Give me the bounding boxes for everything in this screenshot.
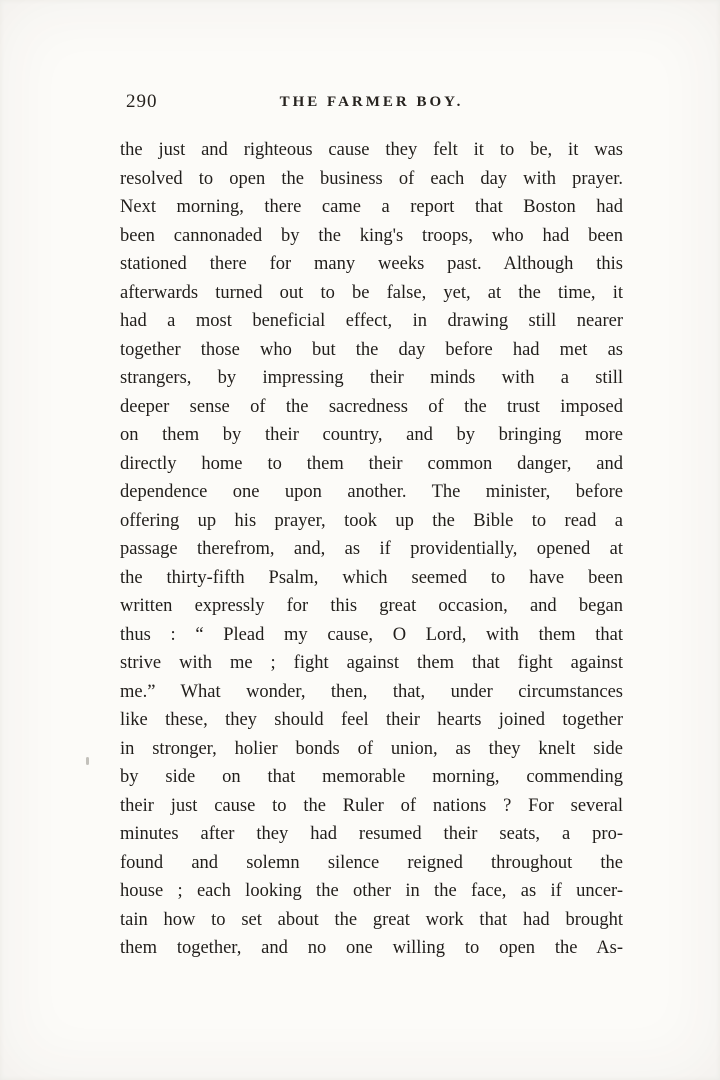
text-line: strive with me ; fight against them that fight against	[120, 653, 623, 673]
text-line: house ; each looking the other in the face, as if uncer-	[120, 881, 623, 901]
text-line: them together, and no one willing to open the As-	[120, 938, 623, 958]
text-line: their just cause to the Ruler of nations ? For several	[120, 795, 623, 816]
text-line: afterwards turned out to be false, yet, at the time, it	[120, 282, 623, 303]
text-line: offering up his prayer, took up the Bible to read a	[120, 510, 623, 531]
text-line: thus : “ Plead my cause, O Lord, with them that	[120, 624, 623, 645]
scan-artifact	[86, 757, 89, 765]
text-line: directly home to them their common danger, and	[120, 453, 623, 474]
text-line: Next morning, there came a report that Boston had	[120, 197, 623, 217]
text-line: stationed there for many weeks past. Although this	[120, 254, 623, 274]
page-text	[120, 136, 623, 963]
text-line: strangers, by impressing their minds with a still	[120, 368, 623, 388]
text-line: together those who but the day before had met as	[120, 339, 623, 360]
text-line: been cannonaded by the king's troops, who had been	[120, 225, 623, 246]
text-line: in stronger, holier bonds of union, as they knelt side	[120, 738, 623, 759]
text-line: found and solemn silence reigned throughout the	[120, 852, 623, 873]
running-title: THE FARMER BOY.	[279, 94, 464, 110]
text-line: minutes after they had resumed their seats, a pro-	[120, 824, 623, 844]
text-line: like these, they should feel their hearts joined together	[120, 710, 623, 730]
text-line: resolved to open the business of each day with prayer.	[120, 168, 623, 189]
text-line: passage therefrom, and, as if providentially, opened at	[120, 539, 623, 559]
text-line: had a most beneficial effect, in drawing still nearer	[120, 311, 623, 331]
text-line: me.” What wonder, then, that, under circumstances	[120, 681, 623, 702]
text-line: dependence one upon another. The minister, before	[120, 482, 623, 502]
text-line: the just and righteous cause they felt it to be, it was	[120, 140, 623, 160]
text-line: written expressly for this great occasion, and began	[120, 596, 623, 616]
page-number: 290	[126, 91, 158, 112]
text-line: the thirty-fifth Psalm, which seemed to have been	[120, 567, 623, 588]
text-line: deeper sense of the sacredness of the trust imposed	[120, 396, 623, 417]
text-line: tain how to set about the great work that had brought	[120, 909, 623, 930]
page-header	[120, 90, 623, 116]
text-line: by side on that memorable morning, commending	[120, 767, 623, 787]
text-line: on them by their country, and by bringing more	[120, 425, 623, 445]
